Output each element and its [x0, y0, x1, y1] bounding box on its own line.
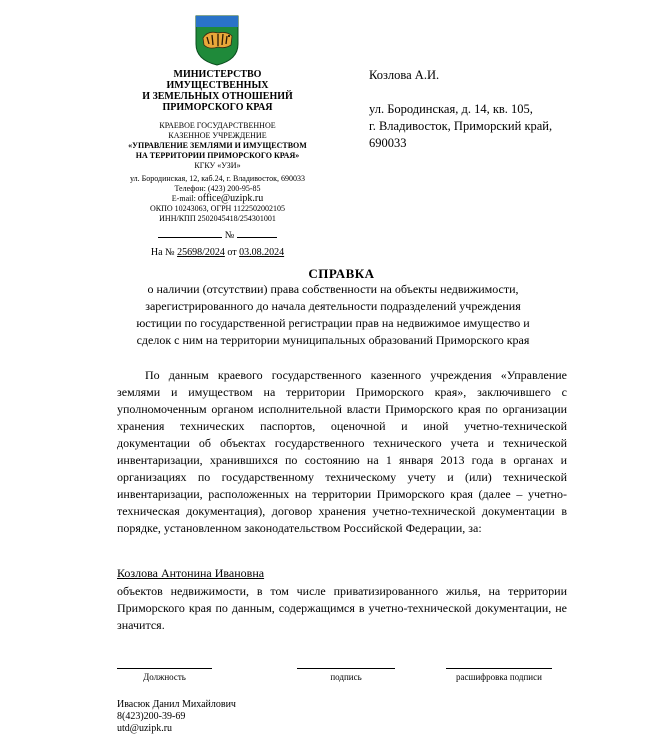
institution-email: E-mail: office@uzipk.ru: [171, 193, 264, 204]
recipient-name: Козлова А.И.: [369, 68, 440, 82]
institution-phone: Телефон: (423) 200-95-85: [174, 184, 261, 193]
okpo-ogrn: ОКПО 10243063, ОГРН 1122502002105: [150, 204, 285, 213]
decode-label: расшифровка подписи: [456, 672, 542, 682]
executor-phone: 8(423)200-39-69: [117, 711, 186, 722]
executor-email[interactable]: utd@uzipk.ru: [117, 723, 173, 734]
letterhead: [120, 69, 315, 258]
reference-line: На № 25698/2024 от 03.08.2024: [150, 247, 285, 258]
institution-type: КРАЕВОЕ ГОСУДАРСТВЕННОЕ КАЗЕННОЕ УЧРЕЖДЕНИЕ: [159, 121, 276, 140]
decode-line: [446, 668, 552, 669]
institution-address: ул. Бородинская, 12, каб.24, г. Владивосток, 690033: [130, 174, 305, 183]
conclusion-text: объектов недвижимости, в том числе приватизированного жилья, на территории Приморского края по данным, содержащимся в учетно-технической документации, не значится.: [117, 584, 567, 632]
person-name: Козлова Антонина Ивановна: [117, 566, 265, 580]
institution-name: «УПРАВЛЕНИЕ ЗЕМЛЯМИ И ИМУЩЕСТВОМ НА ТЕРРИТОРИИ ПРИМОРСКОГО КРАЯ»: [128, 141, 307, 160]
recipient-block: [369, 67, 609, 152]
document-subtitle: о наличии (отсутствии) права собственности на объекты недвижимости, зарегистрированного до начала деятельности подразделений учреждения юстиции по государственной регистрации прав на недвижимое имущество и сделок с ним на территории муниципальных образований Приморского края: [136, 282, 530, 347]
executor-block: [117, 699, 236, 735]
body-paragraph: По данным краевого государственного казенного учреждения «Управление землями и имуществом на территории Приморского края», заключившего с уполномоченным органом исполнительной власти Приморского края по организации хранения технических паспортов, оценочной и иной учетно-технической документации об объектах государственного технического учета и технической инвентаризации, хранившихся по состоянию на 1 января 2013 года в органах и организациях по государственному техническому учету и (или) технической инвентаризации, расположенных на территории Приморского края (далее – учетно-техническая документация), договор хранения учетно-технической документации в порядке, установленном законодательством Российской Федерации, за:: [117, 368, 567, 535]
position-label: Должность: [143, 672, 186, 682]
signature-line: [297, 668, 395, 669]
document-title: СПРАВКА: [308, 266, 375, 281]
institution-short-name: КГКУ «УЗИ»: [194, 161, 241, 170]
email-link[interactable]: office@uzipk.ru: [197, 193, 264, 204]
outgoing-number-line: №: [120, 230, 315, 241]
executor-name: Ивасюк Данил Михайлович: [117, 699, 236, 710]
coat-of-arms-icon: [194, 14, 240, 66]
recipient-address: ул. Бородинская, д. 14, кв. 105, г. Владивосток, Приморский край, 690033: [369, 102, 553, 150]
position-line: [117, 668, 212, 669]
blank-line: [158, 237, 222, 238]
blank-line: [237, 237, 277, 238]
ministry-name: МИНИСТЕРСТВО ИМУЩЕСТВЕННЫХ И ЗЕМЕЛЬНЫХ ОТНОШЕНИЙ ПРИМОРСКОГО КРАЯ: [142, 69, 293, 113]
signature-label: подпись: [330, 672, 362, 682]
inn-kpp: ИНН/КПП 2502045418/254301001: [159, 214, 276, 223]
